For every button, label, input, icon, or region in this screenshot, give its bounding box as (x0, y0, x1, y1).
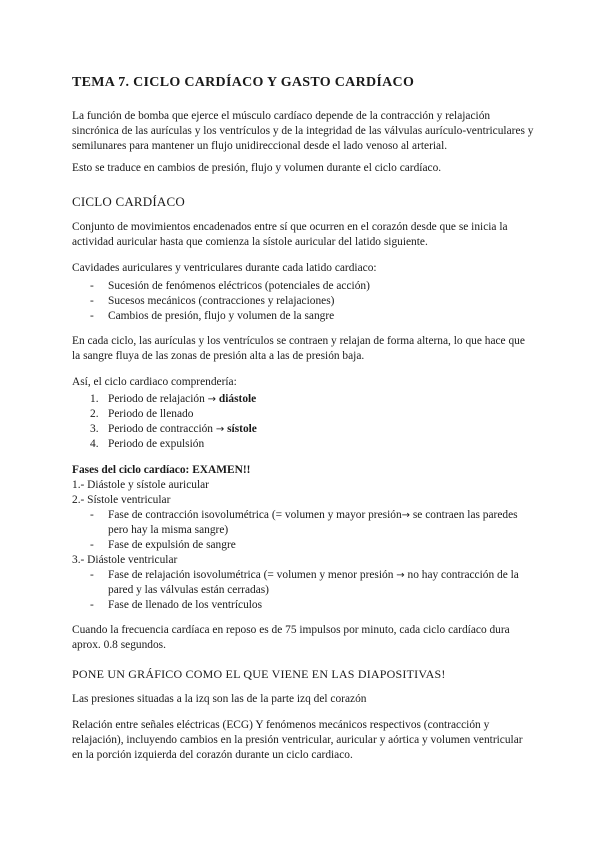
phase-1: 1.- Diástole y sístole auricular (72, 479, 209, 491)
list-item: - Fase de expulsión de sangre (72, 538, 534, 553)
phase-2-list (72, 508, 534, 553)
arrow-icon: → (207, 394, 217, 405)
phase-2: 2.- Sístole ventricular (72, 494, 171, 506)
phase-3-list (72, 568, 534, 613)
arrow-icon: → (215, 424, 225, 435)
list-item: 4. Periodo de expulsión (90, 438, 205, 450)
frequency-paragraph: Cuando la frecuencia cardíaca en reposo es de 75 impulsos por minuto, cada ciclo cardíaco dura aprox. 0.8 segundos. (72, 624, 510, 651)
phases-heading: Fases del ciclo cardíaco: EXAMEN!! (72, 464, 251, 476)
cavities-intro: Cavidades auriculares y ventriculares durante cada latido cardiaco: (72, 262, 377, 274)
list-item: 3. Periodo de contracción → sístole (90, 423, 257, 435)
periods-list (72, 392, 534, 452)
definition-paragraph: Conjunto de movimientos encadenados entre sí que ocurren en el corazón desde que se inicia la actividad auricular hasta que comienza la sístole auricular del latido siguiente. (72, 221, 508, 248)
section-heading: CICLO CARDÍACO (72, 194, 185, 209)
phase-3: 3.- Diástole ventricular (72, 554, 178, 566)
cavities-list (72, 279, 534, 324)
cycle-intro: Así, el ciclo cardiaco comprendería: (72, 376, 237, 388)
list-item: - Sucesos mecánicos (contracciones y relajaciones) (72, 294, 534, 309)
arrow-icon: → (401, 510, 411, 521)
relation-paragraph: Relación entre señales eléctricas (ECG) Y fenómenos mecánicos respectivos (contracción y relajación), incluyendo cambios en la presión ventricular, auricular y aórtica y volumen ventricular en la porción izquierda del corazón durante un ciclo cardiaco. (72, 719, 523, 761)
list-item: - Sucesión de fenómenos eléctricos (potenciales de acción) (72, 279, 534, 294)
list-item: 2. Periodo de llenado (90, 408, 194, 420)
document-title: TEMA 7. CICLO CARDÍACO Y GASTO CARDÍACO (72, 75, 415, 90)
graphic-note: PONE UN GRÁFICO COMO EL QUE VIENE EN LAS DIAPOSITIVAS! (72, 667, 446, 681)
pressures-paragraph: Las presiones situadas a la izq son las de la parte izq del corazón (72, 693, 367, 705)
intro-paragraph-2: Esto se traduce en cambios de presión, flujo y volumen durante el ciclo cardíaco. (72, 162, 442, 174)
list-item: - Cambios de presión, flujo y volumen de la sangre (72, 309, 534, 324)
intro-paragraph: La función de bomba que ejerce el músculo cardíaco depende de la contracción y relajación sincrónica de las aurículas y los ventrículos y de la integridad de las válvulas aurículo-ventriculares y semilunares para mantener un flujo unidireccional desde el lado venoso al arterial. (72, 110, 534, 152)
cycle-paragraph: En cada ciclo, las aurículas y los ventrículos se contraen y relajan de forma alterna, lo que hace que la sangre fluya de las zonas de presión alta a las de presión baja. (72, 335, 525, 362)
document-page (72, 74, 534, 770)
list-item: - Fase de relajación isovolumétrica (= volumen y menor presión → no hay contracción de la pared y las válvulas están cerradas) (72, 568, 534, 598)
list-item: 1. Periodo de relajación → diástole (90, 393, 257, 405)
list-item: - Fase de contracción isovolumétrica (= volumen y mayor presión→ se contraen las paredes pero hay la misma sangre) (72, 508, 534, 538)
list-item: - Fase de llenado de los ventrículos (72, 598, 534, 613)
arrow-icon: → (396, 570, 405, 581)
